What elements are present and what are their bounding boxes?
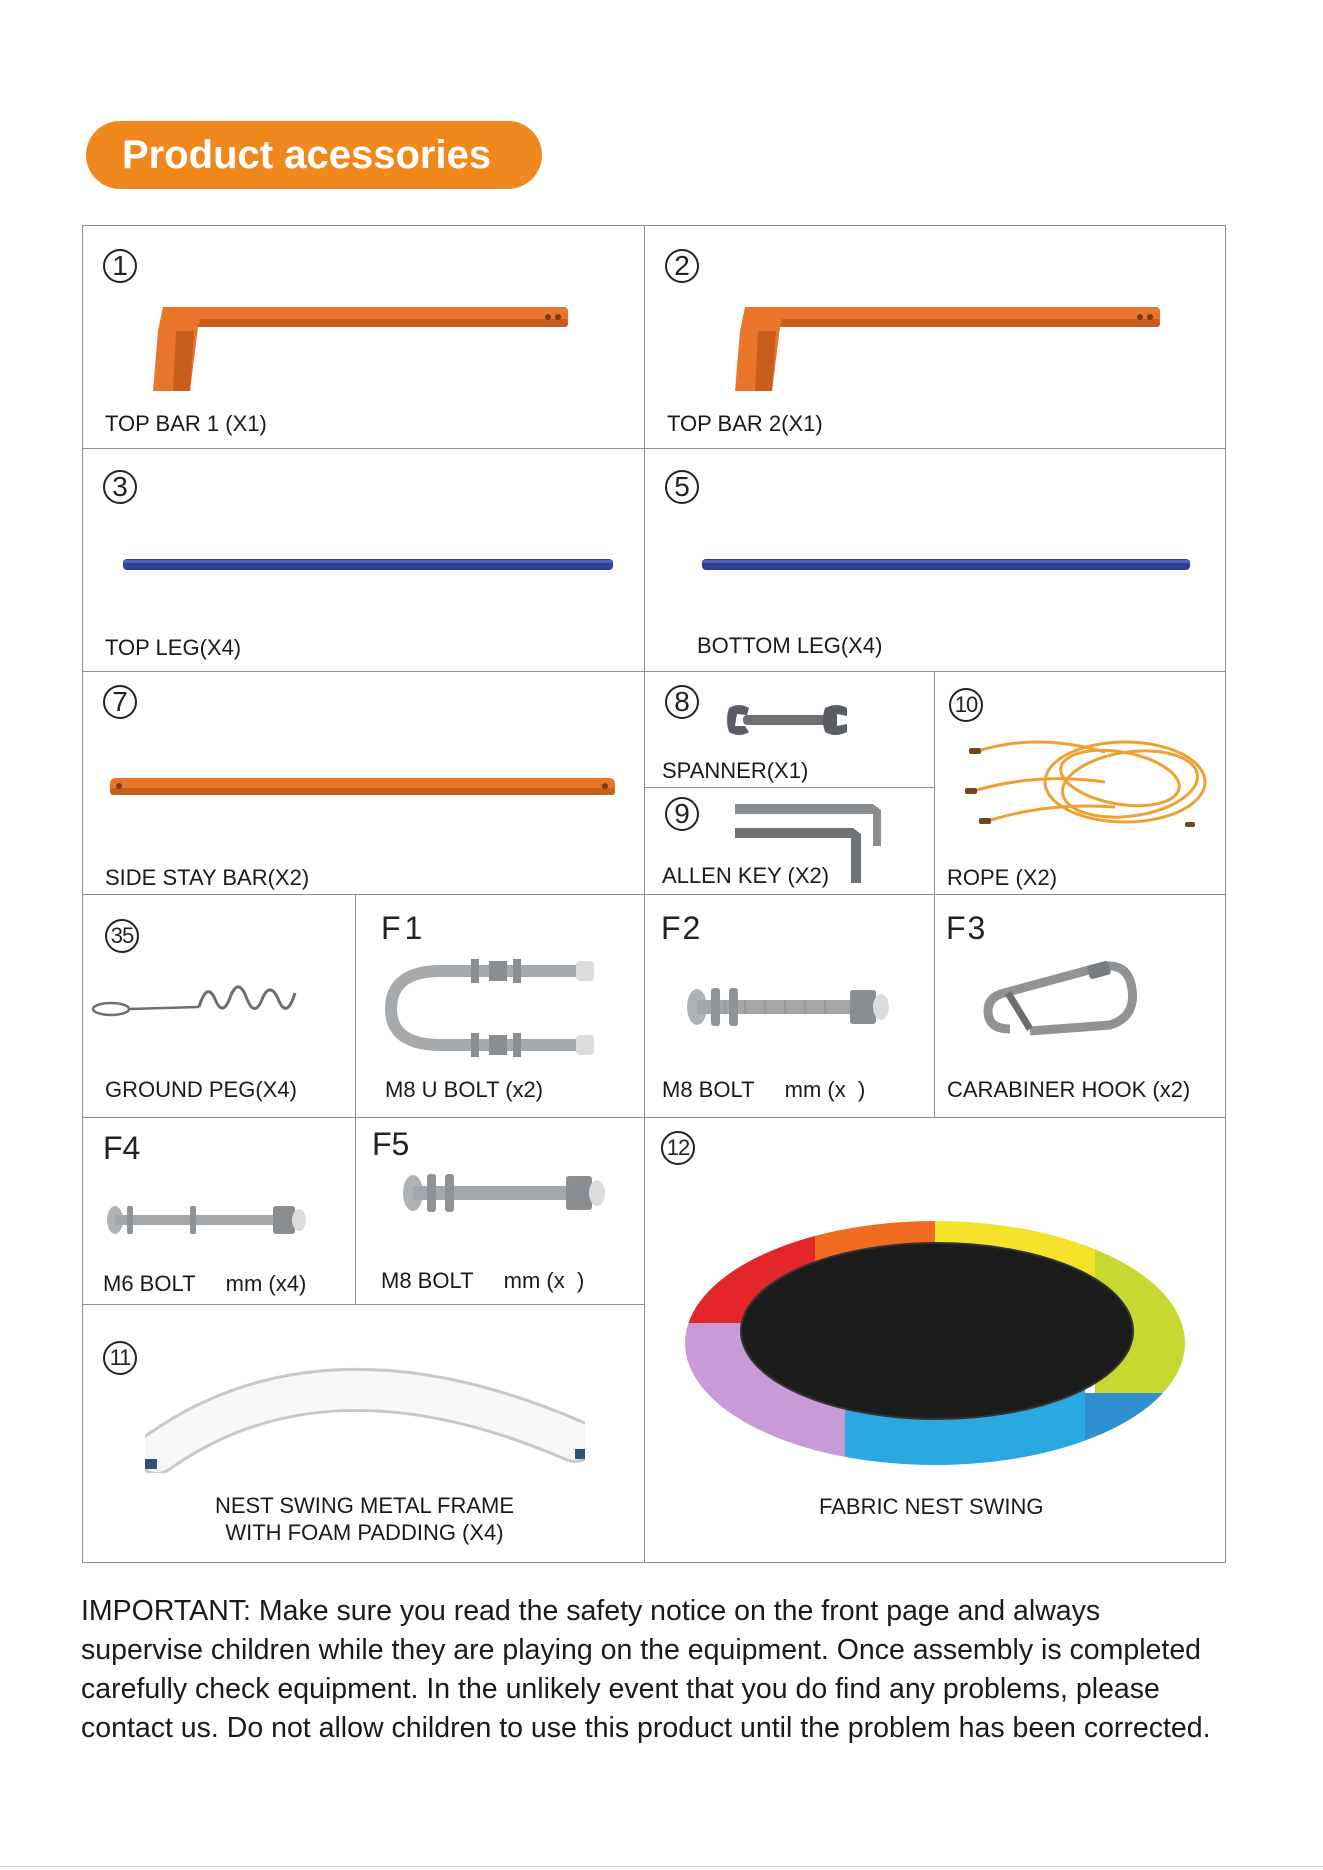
item-code: F5 (372, 1126, 410, 1162)
item-code: F1 (381, 910, 427, 946)
item-f5-m8-bolt (355, 1117, 645, 1305)
top-leg-image (121, 553, 621, 577)
item-label: BOTTOM LEG(X4) (697, 633, 883, 658)
item-bottom-leg (644, 448, 1226, 672)
item-label: M8 BOLT mm (x ) (381, 1268, 585, 1293)
side-stay-bar-image (107, 772, 627, 802)
item-number: 7 (103, 685, 137, 719)
item-number: 5 (665, 470, 699, 504)
item-number: 8 (665, 685, 699, 719)
item-code: F3 (946, 910, 988, 946)
top-bar-2-image (710, 291, 1180, 391)
item-label: TOP BAR 2(X1) (667, 411, 823, 436)
item-label: M8 U BOLT (x2) (385, 1077, 544, 1102)
notice-line-1: IMPORTANT: Make sure you read the safety notice on the front page and always (81, 1595, 1101, 1627)
item-top-bar-2 (644, 225, 1226, 449)
item-label: M6 BOLT mm (x4) (103, 1271, 307, 1296)
item-ground-peg (82, 894, 356, 1118)
m8-bolt-image (685, 980, 905, 1035)
item-spanner (644, 671, 935, 788)
item-f4-m6-bolt (82, 1117, 356, 1305)
important-notice (81, 1592, 1311, 1748)
item-label: CARABINER HOOK (x2) (947, 1077, 1191, 1102)
item-fabric-nest-swing (644, 1117, 1226, 1563)
item-label (83, 1492, 646, 1546)
item-nest-swing-frame (82, 1304, 645, 1563)
item-label: ROPE (X2) (947, 865, 1058, 890)
item-code: F2 (661, 910, 703, 946)
item-number: 11 (103, 1341, 137, 1375)
item-label: FABRIC NEST SWING (819, 1494, 1044, 1519)
item-code: F4 (103, 1130, 141, 1166)
ground-peg-image (89, 977, 329, 1027)
top-bar-1-image (128, 291, 588, 391)
foam-padded-frame-image (145, 1353, 585, 1473)
u-bolt-image (381, 953, 601, 1063)
notice-line-2: supervise children while they are playing on the equipment. Once assembly is completed (81, 1634, 1202, 1666)
item-label: TOP LEG(X4) (105, 635, 242, 660)
item-number: 1 (103, 249, 137, 283)
item-f3-carabiner (934, 894, 1226, 1118)
item-label-line-1: NEST SWING METAL FRAME (214, 1493, 515, 1518)
item-rope (934, 671, 1226, 895)
notice-line-4: contact us. Do not allow children to use this product until the problem has been corrected. (81, 1712, 1211, 1744)
carabiner-image (980, 955, 1140, 1045)
item-allen-key (644, 787, 935, 895)
item-number: 2 (665, 249, 699, 283)
item-label: GROUND PEG(X4) (105, 1077, 297, 1102)
spanner-image (725, 700, 850, 740)
item-label: SIDE STAY BAR(X2) (105, 865, 310, 890)
item-label: M8 BOLT mm (x ) (662, 1077, 866, 1102)
notice-line-3: carefully check equipment. In the unlikely event that you do find any problems, please (81, 1673, 1160, 1705)
item-top-leg (82, 448, 645, 672)
page-title: Product acessories (86, 121, 542, 189)
nest-swing-image (675, 1213, 1195, 1473)
bottom-leg-image (700, 553, 1200, 577)
item-number: 3 (103, 470, 137, 504)
item-f1-u-bolt (355, 894, 645, 1118)
rope-image (955, 712, 1220, 852)
m6-bolt-image (105, 1196, 325, 1246)
item-number: 10 (949, 688, 983, 722)
item-side-stay-bar (82, 671, 645, 895)
item-number: 35 (105, 919, 139, 953)
item-f2-m8-bolt (644, 894, 935, 1118)
item-top-bar-1 (82, 225, 645, 449)
item-label-line-2: WITH FOAM PADDING (X4) (225, 1520, 504, 1545)
m8-bolt-image (401, 1166, 621, 1221)
item-number: 12 (661, 1131, 695, 1165)
item-label: ALLEN KEY (X2) (662, 863, 830, 888)
item-number: 9 (665, 797, 699, 831)
item-label: SPANNER(X1) (662, 758, 809, 783)
bottom-rule (0, 1866, 1323, 1867)
item-label: TOP BAR 1 (X1) (105, 411, 267, 436)
